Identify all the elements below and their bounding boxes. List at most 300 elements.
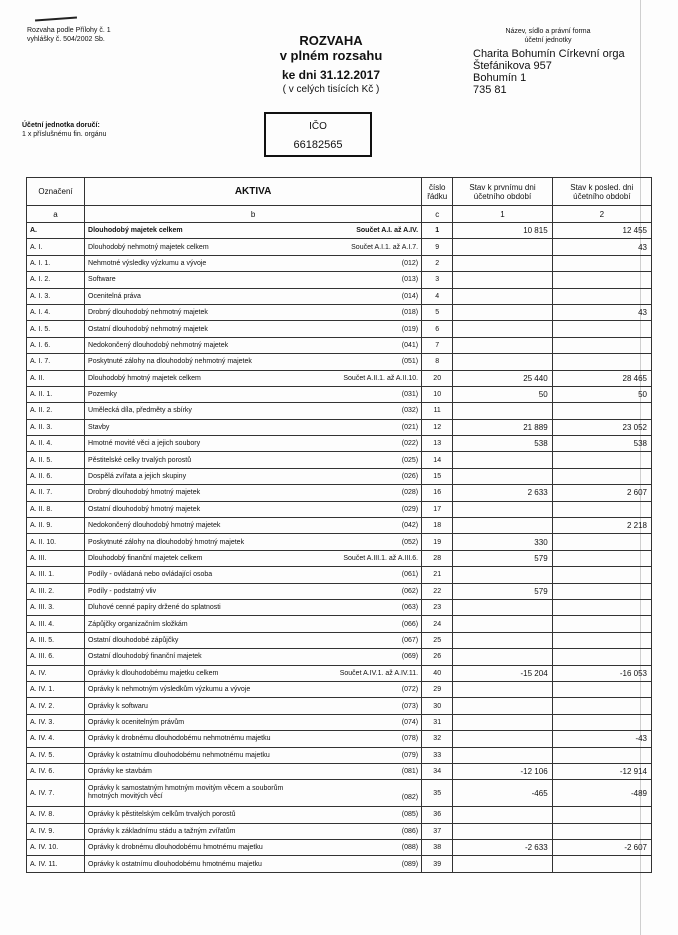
row-item-name: Oprávky k pěstitelským celkům trvalých porostů [88, 811, 236, 819]
row-start-value [453, 468, 552, 484]
balance-sheet-table [26, 177, 652, 873]
row-start-value [453, 337, 552, 353]
row-item-account-ref: (025) [401, 456, 419, 464]
row-item-name: Oprávky k drobnému dlouhodobému nehmotnému majetku [88, 735, 271, 743]
form-reference-line1: Rozvaha podle Přílohy č. 1 [27, 27, 111, 34]
row-item-account-ref: Součet A.II.1. až A.II.10. [343, 374, 419, 382]
row-item [85, 354, 422, 370]
subheader-2: 2 [552, 206, 651, 223]
row-number: 30 [422, 698, 453, 714]
row-code: A. II. [27, 370, 85, 386]
row-start-value [453, 714, 552, 730]
row-start-value: -12 106 [453, 763, 552, 779]
row-item-account-ref: (062) [401, 587, 419, 595]
row-number: 11 [422, 403, 453, 419]
form-reference [27, 26, 111, 44]
row-number: 24 [422, 616, 453, 632]
row-item-account-ref: Součet A.I. až A.IV. [356, 227, 419, 235]
entity-caption-2: účetní jednotky [524, 37, 572, 44]
row-end-value [552, 272, 651, 288]
row-code: A. IV. 11. [27, 856, 85, 872]
entity-zip: 735 81 [473, 84, 507, 96]
row-code: A. II. 5. [27, 452, 85, 468]
table-row [27, 354, 652, 370]
row-number: 33 [422, 747, 453, 763]
table-row [27, 468, 652, 484]
table-row [27, 856, 652, 872]
row-item-name: Ostatní dlouhodobý finanční majetek [88, 653, 202, 661]
row-item-account-ref: (086) [401, 827, 419, 835]
row-end-value [552, 321, 651, 337]
row-start-value: -465 [453, 780, 552, 807]
row-code: A. IV. 7. [27, 780, 85, 807]
row-item-account-ref: (026) [401, 473, 419, 481]
row-code: A. II. 8. [27, 501, 85, 517]
row-end-value: -43 [552, 731, 651, 747]
row-item-name: Pěstitelské celky trvalých porostů [88, 456, 192, 464]
row-item [85, 403, 422, 419]
row-item [85, 583, 422, 599]
row-item-name: Dlouhodobý hmotný majetek celkem [88, 374, 201, 382]
table-row [27, 616, 652, 632]
subheader-b: b [85, 206, 422, 223]
row-item-account-ref: (072) [401, 686, 419, 694]
row-item-name: Zápůjčky organizačním složkám [88, 620, 188, 628]
row-end-value [552, 698, 651, 714]
row-code: A. II. 10. [27, 534, 85, 550]
table-row [27, 731, 652, 747]
table-row [27, 518, 652, 534]
row-start-value [453, 599, 552, 615]
row-end-value [552, 567, 651, 583]
row-start-value [453, 681, 552, 697]
row-start-value [453, 518, 552, 534]
row-item [85, 856, 422, 872]
row-item [85, 840, 422, 856]
row-item-account-ref: (066) [401, 620, 419, 628]
row-start-value: 538 [453, 436, 552, 452]
row-start-value: 21 889 [453, 419, 552, 435]
row-item-account-ref: (014) [401, 292, 419, 300]
row-start-value [453, 731, 552, 747]
row-number: 26 [422, 649, 453, 665]
row-start-value [453, 823, 552, 839]
row-start-value: 2 633 [453, 485, 552, 501]
row-code: A. II. 2. [27, 403, 85, 419]
row-item-account-ref: (052) [401, 538, 419, 546]
row-item [85, 731, 422, 747]
row-code: A. I. 3. [27, 288, 85, 304]
row-end-value [552, 468, 651, 484]
row-item-account-ref: (061) [401, 571, 419, 579]
row-item-name: Dluhové cenné papíry držené do splatnosti [88, 604, 221, 612]
row-code: A. III. 6. [27, 649, 85, 665]
row-item-account-ref: (078) [401, 735, 419, 743]
row-end-value: 12 455 [552, 223, 651, 239]
row-end-value: -489 [552, 780, 651, 807]
row-code: A. III. 5. [27, 632, 85, 648]
row-item-account-ref: Součet A.IV.1. až A.IV.11. [339, 669, 419, 677]
row-number: 14 [422, 452, 453, 468]
table-row [27, 649, 652, 665]
row-item-name: Podíly - ovládaná nebo ovládající osoba [88, 571, 213, 579]
header-designation: Označení [27, 178, 85, 206]
row-start-value: -2 633 [453, 840, 552, 856]
row-item-account-ref: (067) [401, 636, 419, 644]
table-row [27, 403, 652, 419]
row-end-value: 50 [552, 386, 651, 402]
row-item [85, 304, 422, 320]
table-row [27, 337, 652, 353]
row-item-account-ref: Součet A.I.1. až A.I.7. [351, 243, 419, 251]
row-item-account-ref: (022) [401, 440, 419, 448]
row-start-value [453, 747, 552, 763]
row-number: 1 [422, 223, 453, 239]
row-item [85, 452, 422, 468]
delivery-label: Účetní jednotka doručí: [22, 122, 100, 129]
table-header-row [27, 178, 652, 206]
delivery-note [22, 121, 106, 139]
row-code: A. II. 1. [27, 386, 85, 402]
row-end-value [552, 255, 651, 271]
row-start-value [453, 616, 552, 632]
row-code: A. I. 7. [27, 354, 85, 370]
ico-value: 66182565 [293, 139, 343, 151]
header-aktiva: AKTIVA [85, 178, 422, 206]
row-item-name: Nedokončený dlouhodobý nehmotný majetek [88, 341, 229, 349]
table-row [27, 370, 652, 386]
row-code: A. I. 5. [27, 321, 85, 337]
row-end-value [552, 632, 651, 648]
row-number: 13 [422, 436, 453, 452]
header-start-balance: Stav k prvnímu dni účetního období [453, 178, 552, 206]
row-end-value [552, 649, 651, 665]
table-row [27, 223, 652, 239]
row-item-name: Hmotné movité věci a jejich soubory [88, 440, 201, 448]
row-end-value [552, 583, 651, 599]
subheader-c: c [422, 206, 453, 223]
row-item [85, 436, 422, 452]
row-item-name: Oprávky k ostatnímu dlouhodobému nehmotnému majetku [88, 751, 270, 759]
row-end-value [552, 823, 651, 839]
row-item [85, 763, 422, 779]
row-item-name: Stavby [88, 423, 110, 431]
row-end-value [552, 288, 651, 304]
row-end-value [552, 807, 651, 823]
row-item-name: Drobný dlouhodobý hmotný majetek [88, 489, 201, 497]
row-item-name: Ostatní dlouhodobý hmotný majetek [88, 505, 201, 513]
row-end-value [552, 599, 651, 615]
row-start-value [453, 272, 552, 288]
row-item [85, 599, 422, 615]
row-code: A. IV. 6. [27, 763, 85, 779]
row-start-value [453, 239, 552, 255]
row-item-name: Oprávky k drobnému dlouhodobému hmotnému majetku [88, 844, 263, 852]
table-row [27, 807, 652, 823]
row-end-value [552, 337, 651, 353]
row-item [85, 534, 422, 550]
row-number: 18 [422, 518, 453, 534]
table-row [27, 239, 652, 255]
row-item [85, 649, 422, 665]
row-item-name: Drobný dlouhodobý nehmotný majetek [88, 309, 208, 317]
row-item-name: Pozemky [88, 391, 117, 399]
row-number: 37 [422, 823, 453, 839]
row-item [85, 337, 422, 353]
row-item-name: Podíly - podstatný vliv [88, 587, 157, 595]
row-item-account-ref: (081) [401, 768, 419, 776]
table-row [27, 419, 652, 435]
row-number: 38 [422, 840, 453, 856]
row-code: A. IV. [27, 665, 85, 681]
row-item-name: Dlouhodobý finanční majetek celkem [88, 555, 203, 562]
row-number: 7 [422, 337, 453, 353]
row-item-name: Oprávky k dlouhodobému majetku celkem [88, 669, 219, 677]
row-code: A. IV. 4. [27, 731, 85, 747]
row-code: A. IV. 8. [27, 807, 85, 823]
row-item [85, 807, 422, 823]
entity-city: Bohumín 1 [473, 72, 527, 84]
row-item [85, 501, 422, 517]
row-item-account-ref: (089) [401, 860, 419, 868]
row-start-value [453, 452, 552, 468]
row-number: 4 [422, 288, 453, 304]
table-row [27, 485, 652, 501]
row-item-account-ref: Součet A.III.1. až A.III.6. [343, 555, 419, 562]
table-row [27, 288, 652, 304]
row-code: A. I. 1. [27, 255, 85, 271]
row-item [85, 239, 422, 255]
ico-label: IČO [309, 121, 327, 132]
row-item-account-ref: (021) [401, 423, 419, 431]
table-row [27, 780, 652, 807]
row-item-account-ref: (063) [401, 604, 419, 612]
row-item [85, 616, 422, 632]
table-row [27, 534, 652, 550]
row-code: A. II. 6. [27, 468, 85, 484]
table-row [27, 501, 652, 517]
title-unit: ( v celých tisících Kč ) [282, 84, 380, 95]
row-number: 32 [422, 731, 453, 747]
row-start-value: 579 [453, 583, 552, 599]
row-code: A. II. 9. [27, 518, 85, 534]
table-row [27, 823, 652, 839]
row-item-name: Oprávky k základnímu stádu a tažným zvířatům [88, 827, 236, 835]
table-row [27, 550, 652, 566]
row-item-account-ref: (051) [401, 358, 419, 366]
row-end-value [552, 714, 651, 730]
row-number: 21 [422, 567, 453, 583]
row-item-account-ref: (041) [401, 341, 419, 349]
row-code: A. III. 3. [27, 599, 85, 615]
row-code: A. I. [27, 239, 85, 255]
row-end-value: -12 914 [552, 763, 651, 779]
row-start-value [453, 807, 552, 823]
row-item-name: Dlouhodobý nehmotný majetek celkem [88, 243, 209, 251]
row-number: 19 [422, 534, 453, 550]
header-end-balance: Stav k posled. dni účetního období [552, 178, 651, 206]
row-item-account-ref: (019) [401, 325, 419, 333]
table-row [27, 272, 652, 288]
row-item [85, 321, 422, 337]
row-code: A. IV. 10. [27, 840, 85, 856]
table-row [27, 304, 652, 320]
table-row [27, 321, 652, 337]
row-item [85, 747, 422, 763]
table-row [27, 698, 652, 714]
row-item-name: Ostatní dlouhodobé zápůjčky [88, 636, 179, 644]
row-start-value [453, 304, 552, 320]
row-number: 22 [422, 583, 453, 599]
table-row [27, 567, 652, 583]
row-end-value [552, 616, 651, 632]
row-code: A. [27, 223, 85, 239]
row-number: 12 [422, 419, 453, 435]
pen-stroke [35, 17, 77, 22]
table-subheader-row [27, 206, 652, 223]
row-item [85, 223, 422, 239]
row-item-name: Ostatní dlouhodobý nehmotný majetek [88, 325, 208, 333]
row-number: 8 [422, 354, 453, 370]
row-start-value: 579 [453, 550, 552, 566]
entity-name: Charita Bohumín Církevní orga [473, 48, 625, 60]
row-end-value [552, 747, 651, 763]
row-start-value [453, 288, 552, 304]
row-code: A. IV. 1. [27, 681, 85, 697]
row-code: A. III. [27, 550, 85, 566]
title-date: ke dni 31.12.2017 [281, 68, 381, 82]
row-item [85, 698, 422, 714]
row-item [85, 665, 422, 681]
row-end-value: 43 [552, 239, 651, 255]
subheader-a: a [27, 206, 85, 223]
row-item-name: Oprávky k nehmotným výsledkům výzkumu a vývoje [88, 686, 251, 694]
row-start-value: 50 [453, 386, 552, 402]
row-item-name: Nedokončený dlouhodobý hmotný majetek [88, 522, 221, 530]
row-start-value: -15 204 [453, 665, 552, 681]
row-item-name: Umělecká díla, předměty a sbírky [88, 407, 192, 415]
row-number: 10 [422, 386, 453, 402]
table-row [27, 763, 652, 779]
row-item-account-ref: (074) [401, 718, 419, 726]
table-row [27, 747, 652, 763]
row-code: A. IV. 9. [27, 823, 85, 839]
row-start-value [453, 321, 552, 337]
row-number: 28 [422, 550, 453, 566]
table-row [27, 632, 652, 648]
row-start-value: 25 440 [453, 370, 552, 386]
row-item-name: Poskytnuté zálohy na dlouhodobý hmotný majetek [88, 538, 245, 546]
row-item-account-ref: (029) [401, 505, 419, 513]
row-item-account-ref: (031) [401, 391, 419, 399]
row-item-name: Oprávky k samostatným hmotným movitým věcem a souborům hmotných movitých věcí [88, 785, 284, 801]
title-sub: v plném rozsahu [279, 48, 383, 63]
row-item-name: Oprávky k ocenitelným právům [88, 718, 185, 726]
table-row [27, 714, 652, 730]
row-end-value [552, 403, 651, 419]
row-start-value [453, 632, 552, 648]
table-row [27, 436, 652, 452]
row-item [85, 518, 422, 534]
row-end-value [552, 534, 651, 550]
row-code: A. II. 3. [27, 419, 85, 435]
row-number: 3 [422, 272, 453, 288]
table-row [27, 452, 652, 468]
row-item [85, 714, 422, 730]
row-item [85, 272, 422, 288]
row-number: 36 [422, 807, 453, 823]
row-item-account-ref: (085) [401, 811, 419, 819]
row-item [85, 632, 422, 648]
title-main: ROZVAHA [299, 33, 363, 48]
row-item [85, 550, 422, 566]
row-item-name: Software [88, 276, 116, 284]
row-item-account-ref: (088) [401, 844, 419, 852]
row-code: A. IV. 2. [27, 698, 85, 714]
entity-street: Štefánikova 957 [473, 60, 552, 72]
row-end-value [552, 354, 651, 370]
row-number: 9 [422, 239, 453, 255]
form-reference-line2: vyhlášky č. 504/2002 Sb. [27, 36, 105, 43]
row-start-value [453, 403, 552, 419]
row-start-value [453, 649, 552, 665]
row-number: 35 [422, 780, 453, 807]
row-item-account-ref: (013) [401, 276, 419, 284]
table-row [27, 599, 652, 615]
row-end-value [552, 501, 651, 517]
table-row [27, 840, 652, 856]
row-item [85, 485, 422, 501]
row-start-value: 10 815 [453, 223, 552, 239]
row-start-value [453, 501, 552, 517]
row-code: A. IV. 5. [27, 747, 85, 763]
row-number: 17 [422, 501, 453, 517]
row-code: A. I. 4. [27, 304, 85, 320]
row-item-account-ref: (069) [401, 653, 419, 661]
subheader-1: 1 [453, 206, 552, 223]
row-end-value: 538 [552, 436, 651, 452]
row-end-value: 43 [552, 304, 651, 320]
row-number: 2 [422, 255, 453, 271]
table-row [27, 255, 652, 271]
row-code: A. III. 1. [27, 567, 85, 583]
row-start-value [453, 354, 552, 370]
row-number: 29 [422, 681, 453, 697]
row-end-value: 28 465 [552, 370, 651, 386]
row-number: 25 [422, 632, 453, 648]
row-start-value: 330 [453, 534, 552, 550]
row-code: A. IV. 3. [27, 714, 85, 730]
row-end-value: -16 053 [552, 665, 651, 681]
row-number: 5 [422, 304, 453, 320]
table-row [27, 681, 652, 697]
row-end-value: 2 218 [552, 518, 651, 534]
row-item-account-ref: (028) [401, 489, 419, 497]
row-item-account-ref: (079) [401, 751, 419, 759]
row-item-name: Oprávky k softwaru [88, 702, 148, 710]
entity-info [473, 27, 653, 96]
table-row [27, 665, 652, 681]
row-end-value [552, 550, 651, 566]
row-code: A. II. 4. [27, 436, 85, 452]
row-number: 39 [422, 856, 453, 872]
row-end-value [552, 856, 651, 872]
row-code: A. III. 4. [27, 616, 85, 632]
row-code: A. III. 2. [27, 583, 85, 599]
row-item [85, 681, 422, 697]
row-end-value: -2 607 [552, 840, 651, 856]
row-start-value [453, 698, 552, 714]
